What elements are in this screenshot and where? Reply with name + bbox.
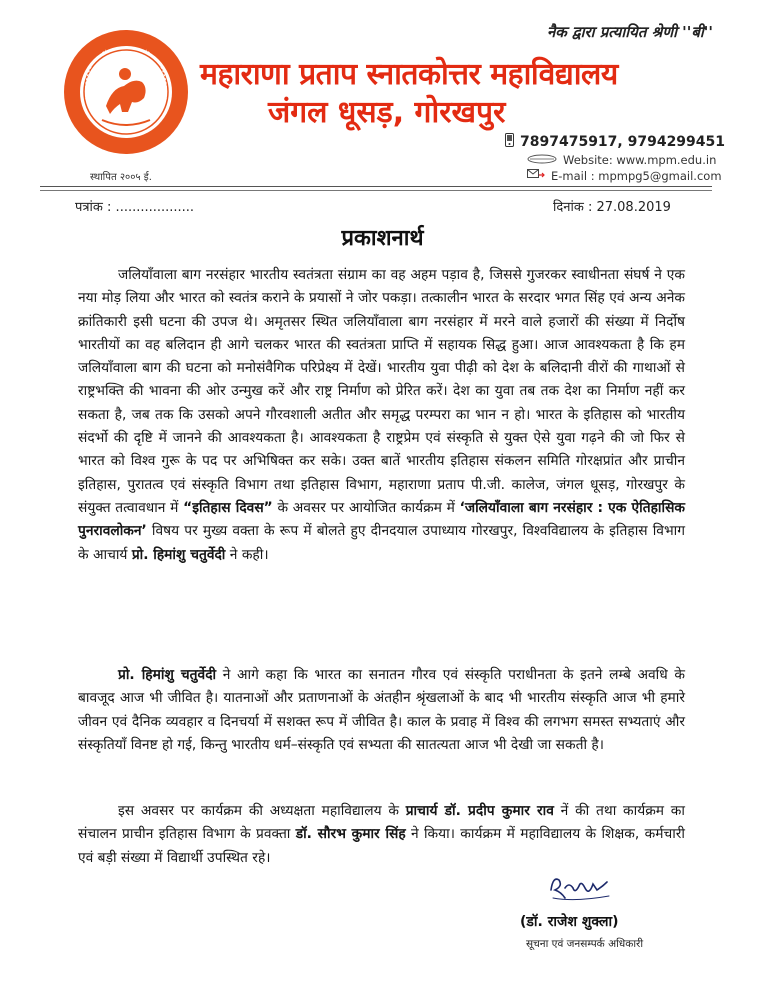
bold-phrase: प्राचार्य डॉ. प्रदीप कुमार राव	[405, 803, 554, 819]
handwritten-signature	[545, 868, 615, 904]
naac-accreditation: नैक द्वारा प्रत्यायित श्रेणी ''बी''	[546, 23, 713, 41]
paragraph-text: नें की तथा कार्यक्रम का संचालन प्राचीन इतिहास विभाग के प्रवक्ता	[78, 803, 685, 843]
paragraph-text: विषय पर मुख्य वक्ता के रूप में बोलते हुए दीनदयाल उपाध्याय गोरखपुर, विश्वविद्यालय के इतिहास विभाग के आचार्य	[78, 523, 685, 563]
college-location: जंगल धूसड़, गोरखपुर	[268, 95, 506, 130]
email-line	[527, 169, 722, 183]
website-url[interactable]: Website: www.mpm.edu.in	[563, 153, 717, 167]
phone-line	[505, 133, 725, 151]
page-title: प्रकाशनार्थ	[341, 226, 424, 251]
signatory-designation: सूचना एवं जनसम्पर्क अधिकारी	[526, 938, 644, 950]
bold-phrase: ‘जलियाँवाला बाग नरसंहार : एक ऐतिहासिक पुनरावलोकन’	[78, 499, 685, 540]
website-line	[527, 153, 716, 167]
header-divider	[40, 186, 712, 187]
phone-icon	[505, 133, 514, 151]
paragraph-text: इस अवसर पर कार्यक्रम की अध्यक्षता महाविद्यालय के	[118, 803, 406, 819]
globe-icon	[527, 153, 557, 167]
college-logo	[62, 28, 190, 156]
paragraph-text: ने आगे कहा कि भारत का सनातन गौरव एवं संस्कृति पराधीनता के इतने लम्बे अवधि के बावजूद आज भी जीवित है। यातनाओं और प्रताणनाओं के अंतहीन श्रृंखलाओं के बाद भी भारतीय संस्कृति आज भी हमारे जीवन एवं दैनिक व्यवहार व दिनचर्या में सशक्त रूप में जीवित है। काल के प्रवाह में विश्व की लगभग समस्त सभ्यताएं और संस्कृतियाँ विनष्ट हो गई, किन्तु भारतीय धर्म–संस्कृति एवं सभ्यता की सातत्यता आज भी देखी जा सकती है।	[78, 667, 685, 753]
paragraph-text: के अवसर पर आयोजित कार्यक्रम में	[272, 499, 460, 516]
mail-icon	[527, 169, 545, 183]
paragraph-text: जलियाँवाला बाग नरसंहार भारतीय स्वतंत्रता संग्राम का वह अहम पड़ाव है, जिससे गुजरकर स्वाधीनता संघर्ष ने एक नया मोड़ लिया और भारत को स्वतंत्र कराने के प्रयासों ने जोर पकड़ा। तत्कालीन भारत के सरदार भगत सिंह एवं अन्य अनेक क्रांतिकारी इसी घटना की उपज थे। अमृतसर स्थित जलियाँवाला बाग नरसंहार में मरने वाले हजारों की संख्या में निर्दोष भारतीयों का वह बलिदान ही आगे चलकर भारत की स्वतंत्रता प्राप्ति में सहायक सिद्ध हुआ। आज आवश्यकता है कि हम जलियाँवाला बाग की घटना को मनोसंवैगिक परिप्रेक्ष्य में देखें। भारतीय युवा पीढ़ी को देश के बलिदानी वीरों की गाथाओं से राष्ट्रभक्ति की भावना की ओर उन्मुख करें और राष्ट्र निर्माण को प्रेरित करें। देश का युवा तब तक देश का निर्माण नहीं कर सकता है, जब तक कि उसको अपने गौरवशाली अतीत और समृद्ध परम्परा का भान न हो। भारत के इतिहास को भारतीय संदर्भो की दृष्टि में जानने की आवश्यकता है। आवश्यकता है राष्ट्रप्रेम एवं संस्कृति से युक्त ऐसे युवा गढ़ने की जो फिर से भारत को विश्व गुरू के पद पर अभिषिक्त कर सके। उक्त बातें भारतीय इतिहास संकलन समिति गोरक्षप्रांत और प्राचीन इतिहास, पुरातत्व एवं संस्कृति विभाग तथा इतिहास विभाग, महाराणा प्रताप पी.जी. कालेज, जंगल धूसड़, गोरखपुर के संयुक्त तत्वावधान में	[78, 267, 685, 516]
email-address[interactable]: E-mail : mpmpg5@gmail.com	[551, 169, 722, 183]
established-year: स्थापित २००५ ई.	[90, 172, 152, 183]
paragraph-3	[78, 800, 685, 870]
paragraph-1	[78, 264, 685, 567]
phone-numbers: 7897475917, 9794299451	[520, 134, 726, 150]
bold-phrase: प्रो. हिमांशु चतुर्वेदी	[131, 546, 226, 563]
paragraph-text: ने किया। कार्यक्रम में महाविद्यालय के शिक्षक, कर्मचारी एवं बड़ी संख्या में विद्यार्थी उपस्थित रहे।	[78, 826, 686, 866]
bold-phrase: प्रो. हिमांशु चतुर्वेदी	[118, 667, 217, 683]
bold-phrase: “इतिहास दिवस”	[183, 499, 273, 516]
reference-number: पत्रांक : ...................	[75, 200, 195, 215]
header-divider-thin	[40, 190, 712, 191]
paragraph-2	[78, 664, 685, 757]
paragraph-text: ने कही।	[225, 546, 269, 563]
signatory-name: (डॉ. राजेश शुक्ला)	[520, 914, 619, 930]
letter-date: दिनांक : 27.08.2019	[553, 200, 671, 215]
college-name: महाराणा प्रताप स्नातकोत्तर महाविद्यालय	[200, 57, 618, 92]
bold-phrase: डॉ. सौरभ कुमार सिंह	[295, 826, 406, 843]
